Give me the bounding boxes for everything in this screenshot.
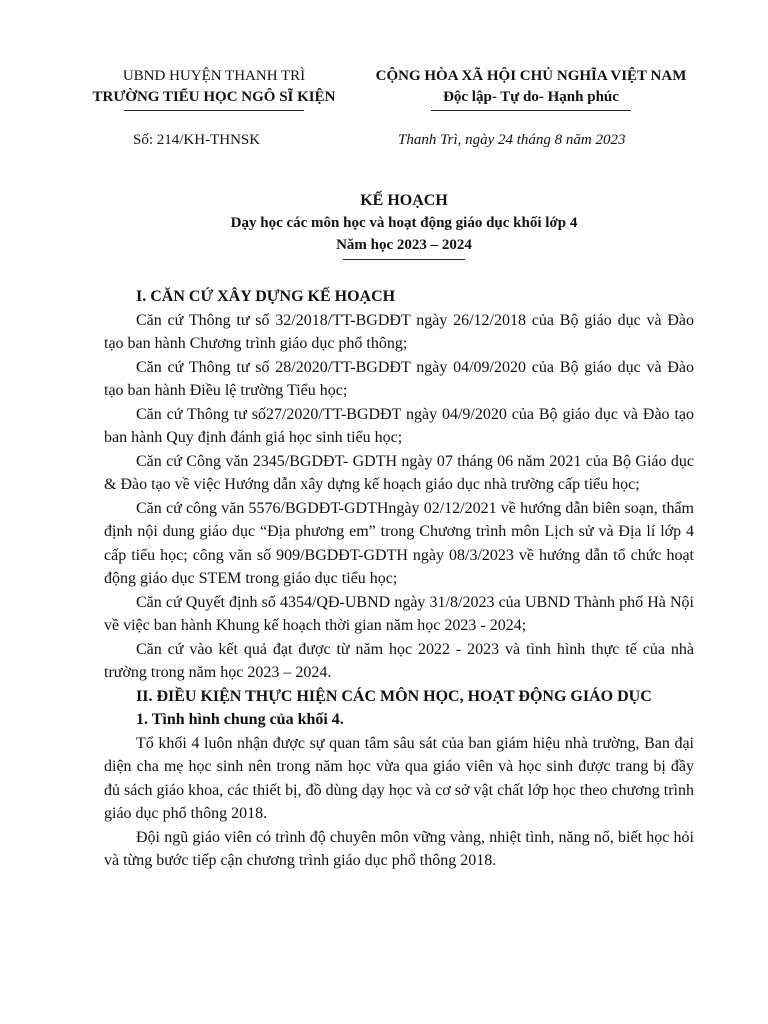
document-body bbox=[104, 285, 694, 873]
title-line-3: Năm học 2023 – 2024 bbox=[336, 237, 472, 253]
section-2-heading: II. ĐIỀU KIỆN THỰC HIỆN CÁC MÔN HỌC, HOẠT ĐỘNG GIÁO DỤC bbox=[136, 687, 652, 705]
title-line-1: KẾ HOẠCH bbox=[360, 192, 448, 209]
motto-underline bbox=[431, 110, 631, 111]
paragraph-2: Căn cứ Thông tư số 28/2020/TT-BGDĐT ngày 04/09/2020 của Bộ giáo dục và Đào tạo ban hành Điều lệ trường Tiểu học; bbox=[104, 358, 694, 399]
paragraph-5: Căn cứ công văn 5576/BGDĐT-GDTHngày 02/12/2021 về hướng dẫn biên soạn, thẩm định nội dung giáo dục “Địa phương em” trong Chương trình môn Lịch sử và Địa lí lớp 4 cấp tiểu học; công văn số 909/BGDĐT-GDTH ngày 08/3/2023 về hướng dẫn tổ chức hoạt động giáo dục STEM trong giáo dục tiểu học; bbox=[104, 499, 694, 587]
paragraph-4: Căn cứ Công văn 2345/BGDĐT- GDTH ngày 07 tháng 06 năm 2021 của Bộ Giáo dục & Đào tạo về việc Hướng dẫn xây dựng kế hoạch giáo dục nhà trường cấp tiểu học; bbox=[104, 452, 694, 493]
paragraph-9: Đội ngũ giáo viên có trình độ chuyên môn vững vàng, nhiệt tình, năng nổ, biết học hỏi và từng bước tiếp cận chương trình giáo dục phổ thông 2018. bbox=[104, 828, 694, 869]
paragraph-1: Căn cứ Thông tư số 32/2018/TT-BGDĐT ngày 26/12/2018 của Bộ giáo dục và Đào tạo ban hành Chương trình giáo dục phổ thông; bbox=[104, 311, 694, 352]
paragraph-3: Căn cứ Thông tư số27/2020/TT-BGDĐT ngày 04/9/2020 của Bộ giáo dục và Đào tạo ban hành Quy định đánh giá học sinh tiểu học; bbox=[104, 405, 694, 446]
org-line-1: UBND HUYỆN THANH TRÌ bbox=[122, 68, 306, 84]
document-number: Số: 214/KH-THNSK bbox=[133, 132, 261, 148]
paragraph-7: Căn cứ vào kết quả đạt được từ năm học 2022 - 2023 và tình hình thực tế của nhà trường trong năm học 2023 – 2024. bbox=[104, 640, 694, 681]
org-underline bbox=[124, 110, 304, 111]
title-line-2: Dạy học các môn học và hoạt động giáo dục khối lớp 4 bbox=[230, 215, 578, 231]
nation-name: CỘNG HÒA XÃ HỘI CHỦ NGHĨA VIỆT NAM bbox=[375, 68, 687, 84]
issuing-organization bbox=[84, 66, 344, 111]
document-title bbox=[84, 190, 724, 260]
section-1-heading: I. CĂN CỨ XÂY DỰNG KẾ HOẠCH bbox=[136, 288, 396, 305]
title-underline bbox=[343, 259, 465, 260]
national-motto: Độc lập- Tự do- Hạnh phúc bbox=[443, 89, 619, 105]
org-line-2: TRƯỜNG TIỂU HỌC NGÔ SĨ KIỆN bbox=[92, 89, 336, 105]
section-2-subheading: 1. Tình hình chung của khối 4. bbox=[136, 711, 344, 728]
place-and-date: Thanh Trì, ngày 24 tháng 8 năm 2023 bbox=[398, 132, 626, 148]
paragraph-6: Căn cứ Quyết định số 4354/QĐ-UBND ngày 31/8/2023 của UBND Thành phố Hà Nội về việc ban hành Khung kế hoạch thời gian năm học 2023 - 2024; bbox=[104, 593, 694, 634]
paragraph-8: Tổ khối 4 luôn nhận được sự quan tâm sâu sát của ban giám hiệu nhà trường, Ban đại diện cha mẹ học sinh nên trong năm học vừa qua giáo viên và học sinh được trang bị đầy đủ sách giáo khoa, các thiết bị, đồ dùng dạy học và cơ sở vật chất lớp học theo chương trình giáo dục phổ thông 2018. bbox=[104, 734, 694, 822]
national-header bbox=[350, 66, 712, 111]
